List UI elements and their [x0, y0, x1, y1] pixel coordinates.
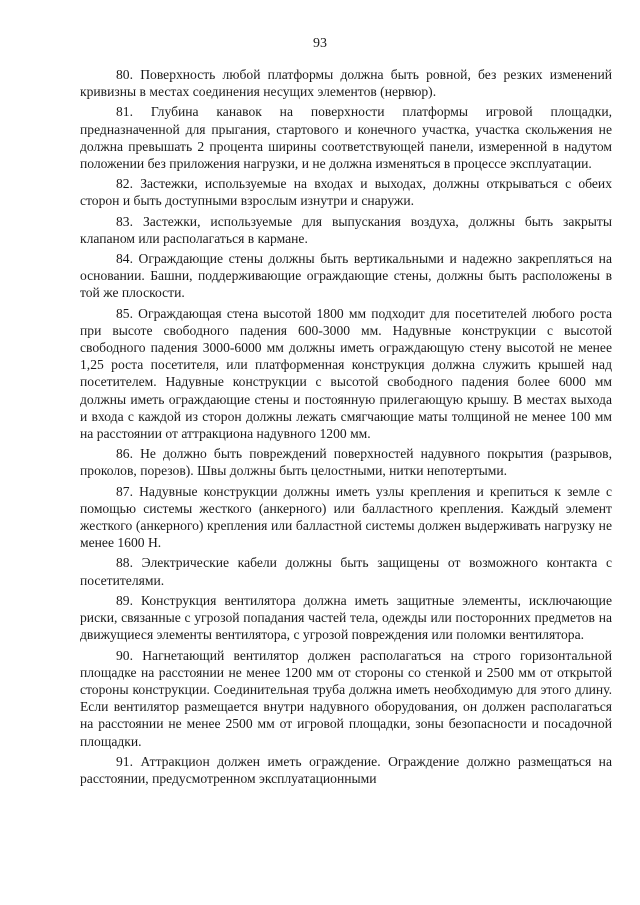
paragraph-text: Конструкция вентилятора должна иметь защитные элементы, исключающие риски, связанные с угрозой попадания частей тела, одежды или посторонних предметов на движущиеся элементы вентилятора, с угрозой повреждения или поломки вентилятора. [80, 592, 612, 643]
paragraph-text: Поверхность любой платформы должна быть ровной, без резких изменений кривизны в местах соединения несущих элементов (нервюр). [80, 67, 612, 100]
paragraph-text: Застежки, используемые для выпускания воздуха, должны быть закрыты клапаном или располагаться в кармане. [80, 213, 612, 246]
paragraph-text: Надувные конструкции должны иметь узлы крепления и крепиться к земле с помощью системы жесткого (анкерного) или балластного крепления. Каждый элемент жесткого (анкерного) крепления или балластной системы должен выдерживать нагрузку не менее 1600 Н. [80, 483, 613, 551]
page-number: 93 [313, 36, 327, 51]
paragraph-82 [80, 175, 612, 209]
paragraph-text: Ограждающая стена высотой 1800 мм подходит для посетителей любого роста при высоте свободного падения 600-3000 мм. Надувные конструкции с высотой свободного падения 3000-6000 мм должны иметь ограждающую стену высотой не менее 1,25 роста посетителя, или платформенная конструкция должна служить крышей над посетителем. Надувные конструкции с высотой свободного падения более 6000 мм должны иметь ограждающие стены и постоянную прилегающую крышу. В местах выхода и входа с каждой из сторон должны лежать смягчающие маты толщиной не менее 100 мм на расстоянии от аттракциона надувного 1200 мм. [80, 305, 612, 442]
paragraph-text: Нагнетающий вентилятор должен располагаться на строго горизонтальной площадке на расстоянии не менее 1200 мм от стороны со стенкой и 2500 мм от открытой стороны конструкции. Соединительная труба должна иметь необходимую для этого длину. Если вентилятор размещается внутри надувного оборудования, он должен располагаться на расстоянии не менее 2500 мм от игровой площадки, зоны безопасности и посадочной площадки. [80, 647, 613, 749]
paragraph-number: 84. [116, 251, 133, 267]
paragraph-number: 87. [116, 483, 133, 499]
paragraph-number: 83. [116, 213, 133, 229]
paragraph-88 [80, 554, 612, 588]
paragraph-91 [80, 753, 612, 787]
paragraph-80 [80, 66, 612, 100]
paragraph-87 [80, 483, 612, 552]
paragraph-90 [80, 647, 612, 750]
paragraph-number: 86. [116, 446, 133, 462]
paragraph-text: Застежки, используемые на входах и выходах, должны открываться с обеих сторон и быть доступными взрослым изнутри и снаружи. [80, 176, 613, 209]
paragraph-text: Не должно быть повреждений поверхностей надувного покрытия (разрывов, проколов, порезов). Швы должны быть целостными, нитки непотертыми. [80, 446, 612, 479]
paragraph-89 [80, 592, 612, 644]
paragraph-number: 89. [116, 592, 133, 608]
paragraph-number: 91. [116, 753, 133, 769]
paragraph-86 [80, 445, 612, 479]
paragraph-text: Ограждающие стены должны быть вертикальными и надежно закрепляться на основании. Башни, поддерживающие ограждающие стены, должны быть расположены в той же плоскости. [80, 251, 612, 301]
document-body [80, 66, 612, 790]
paragraph-number: 90. [116, 647, 133, 663]
paragraph-83 [80, 213, 612, 247]
paragraph-text: Глубина канавок на поверхности платформы игровой площадки, предназначенной для прыгания, стартового и конечного участка, участка скольжения не должна превышать 2 процента ширины соответствующей панели, измеренной в надутом положении без приложения нагрузки, и не должна изменяться в процессе эксплуатации. [80, 104, 612, 172]
paragraph-number: 88. [116, 555, 133, 571]
paragraph-number: 81. [116, 104, 133, 120]
paragraph-text: Электрические кабели должны быть защищены от возможного контакта с посетителями. [80, 555, 612, 588]
paragraph-text: Аттракцион должен иметь ограждение. Ограждение должно размещаться на расстоянии, предусмотренном эксплуатационными [80, 753, 612, 786]
paragraph-81 [80, 103, 612, 172]
paragraph-number: 80. [116, 67, 133, 82]
paragraph-84 [80, 250, 612, 302]
paragraph-85 [80, 305, 612, 443]
paragraph-number: 85. [116, 305, 133, 321]
paragraph-number: 82. [116, 176, 133, 192]
